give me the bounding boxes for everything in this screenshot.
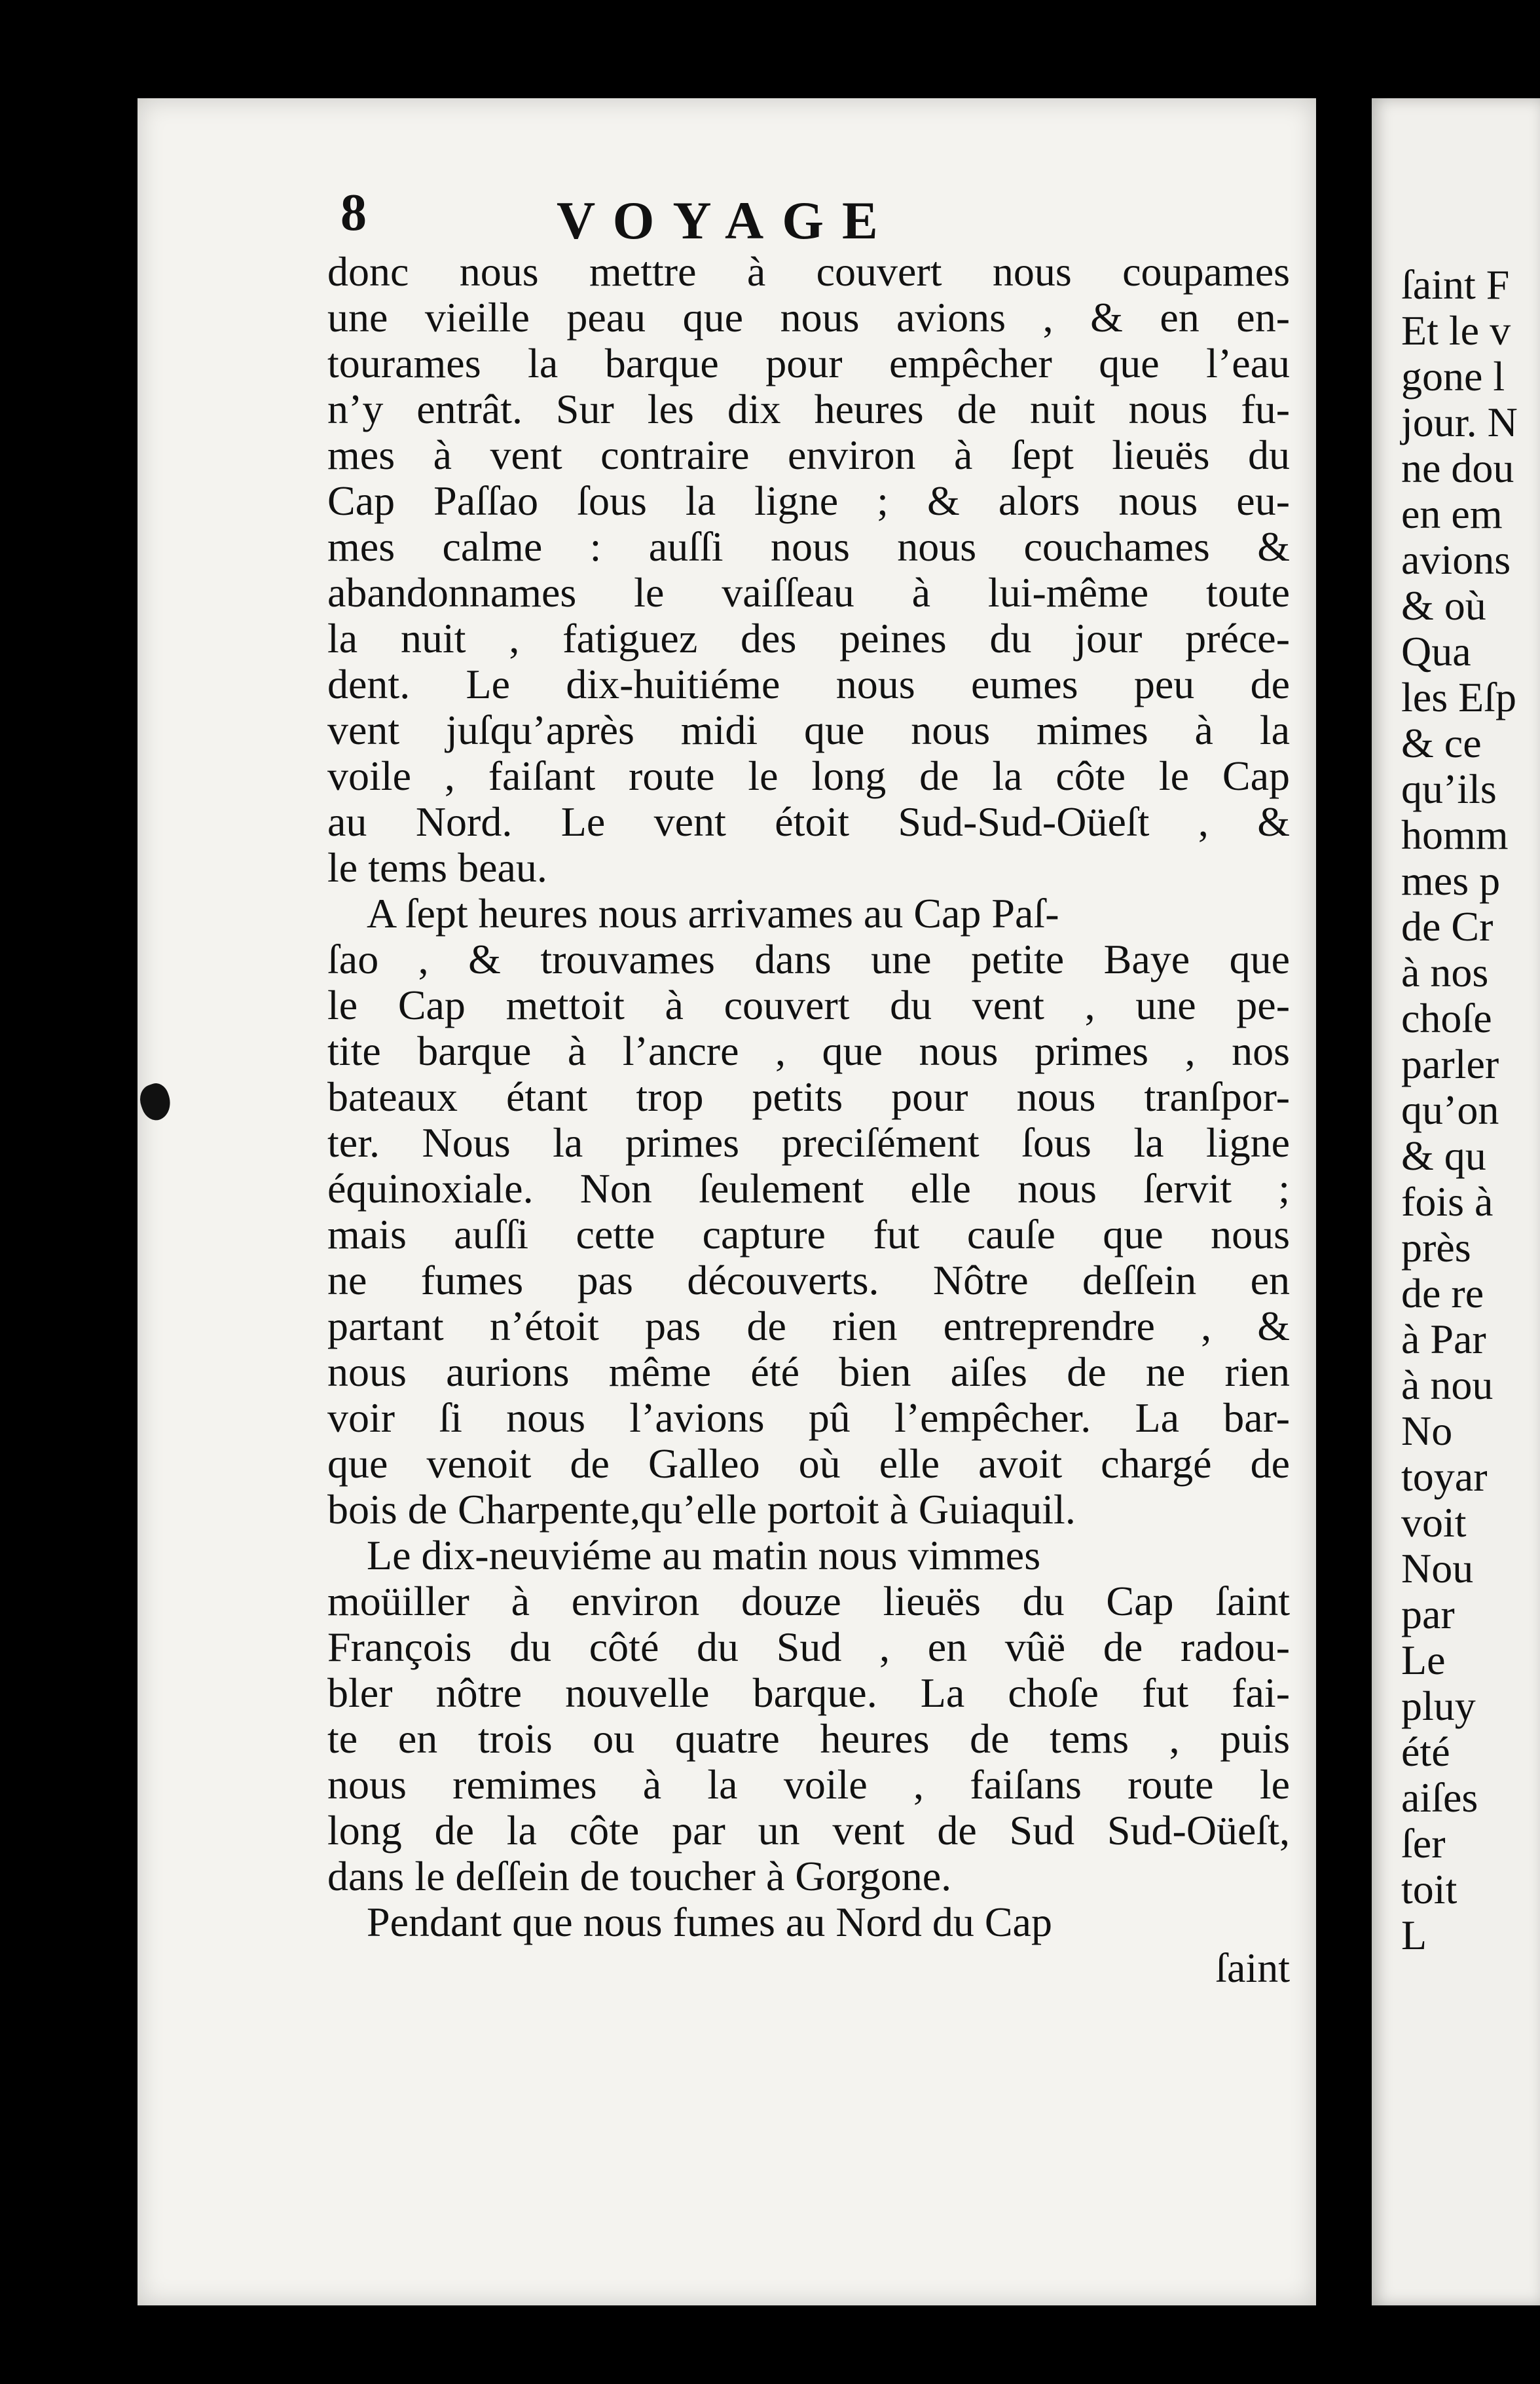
text-line: choſe: [1401, 995, 1492, 1041]
text-line: fois à: [1401, 1178, 1494, 1225]
text-line: Qua: [1401, 628, 1471, 675]
text-line: n’y entrât. Sur les dix heures de nuit nous fu-: [327, 386, 1290, 432]
text-line: de re: [1401, 1270, 1484, 1316]
text-line: Et le v: [1401, 307, 1511, 354]
text-line: les Eſp: [1401, 674, 1516, 720]
text-line: bois de Charpente,qu’elle portoit à Guiaquil.: [327, 1486, 1076, 1533]
running-title: VOYAGE: [557, 191, 896, 250]
text-line: No: [1401, 1407, 1453, 1454]
text-line: nous remimes à la voile , faiſans route le: [327, 1761, 1290, 1808]
text-line: L: [1401, 1912, 1427, 1958]
text-line: Nou: [1401, 1545, 1474, 1592]
text-line: bateaux étant trop petits pour nous tranſpor-: [327, 1073, 1290, 1120]
text-line: le tems beau.: [327, 844, 547, 891]
text-line: donc nous mettre à couvert nous coupames: [327, 248, 1290, 295]
text-line: nous aurions même été bien aiſes de ne rien: [327, 1349, 1290, 1395]
text-line: avions: [1401, 536, 1511, 583]
text-line: homm: [1401, 811, 1509, 858]
text-line: près: [1401, 1224, 1471, 1271]
text-line: voile , faiſant route le long de la côte le Cap: [327, 753, 1290, 799]
text-line: moüiller à environ douze lieuës du Cap ſaint: [327, 1578, 1290, 1624]
text-line: long de la côte par un vent de Sud Sud-Oüeſt,: [327, 1807, 1290, 1853]
text-line: & ce: [1401, 720, 1482, 766]
right-page-text: [1401, 262, 1540, 1958]
text-line: tite barque à l’ancre , que nous primes , nos: [327, 1028, 1290, 1074]
text-line: toit: [1401, 1866, 1458, 1912]
text-line: mes calme : auſſi nous nous couchames &: [327, 523, 1290, 570]
text-line: gone l: [1401, 353, 1505, 400]
text-line: dent. Le dix-huitiéme nous eumes peu de: [327, 661, 1290, 707]
text-line: qu’on: [1401, 1087, 1499, 1133]
text-line: ſao , & trouvames dans une petite Baye que: [327, 936, 1290, 982]
text-line: Pendant que nous fumes au Nord du Cap: [367, 1899, 1052, 1945]
running-head: [196, 183, 1035, 255]
text-line: aiſes: [1401, 1774, 1478, 1821]
text-line: qu’ils: [1401, 766, 1497, 812]
text-line: ne dou: [1401, 445, 1514, 491]
text-line: ſer: [1401, 1820, 1446, 1867]
text-line: ne fumes pas découverts. Nôtre deſſein en: [327, 1257, 1290, 1303]
text-line: à nou: [1401, 1362, 1494, 1408]
text-line: Le dix-neuviéme au matin nous vimmes: [367, 1532, 1041, 1578]
text-line: ſaint F: [1401, 261, 1510, 308]
text-line: mais auſſi cette capture fut cauſe que nous: [327, 1211, 1290, 1257]
page-number: 8: [340, 184, 367, 242]
text-line: partant n’étoit pas de rien entreprendre , &: [327, 1303, 1290, 1349]
text-line: voir ſi nous l’avions pû l’empêcher. La bar-: [327, 1394, 1290, 1441]
text-line: mes p: [1401, 857, 1501, 904]
text-line: abandonnames le vaiſſeau à lui-même toute: [327, 569, 1290, 616]
text-line: une vieille peau que nous avions , & en en-: [327, 294, 1290, 341]
text-line: que venoit de Galleo où elle avoit chargé de: [327, 1440, 1290, 1487]
text-line: toyar: [1401, 1453, 1488, 1500]
text-line: te en trois ou quatre heures de tems , puis: [327, 1715, 1290, 1762]
text-line: vent juſqu’après midi que nous mimes à la: [327, 707, 1290, 753]
text-line: en em: [1401, 491, 1503, 537]
text-line: François du côté du Sud , en vûë de radou-: [327, 1624, 1290, 1670]
text-line: à Par: [1401, 1316, 1486, 1362]
text-line: & où: [1401, 582, 1486, 629]
text-line: été: [1401, 1728, 1450, 1775]
text-line: à nos: [1401, 949, 1489, 996]
text-line: Le: [1401, 1637, 1446, 1683]
text-line: mes à vent contraire environ à ſept lieuës du: [327, 432, 1290, 478]
text-line: dans le deſſein de toucher à Gorgone.: [327, 1853, 952, 1899]
text-line: tourames la barque pour empêcher que l’eau: [327, 340, 1290, 386]
text-line: jour. N: [1401, 399, 1518, 445]
text-line: bler nôtre nouvelle barque. La choſe fut fai-: [327, 1669, 1290, 1716]
text-line: le Cap mettoit à couvert du vent , une pe-: [327, 982, 1290, 1028]
left-page-text: [327, 249, 1290, 1991]
text-line: au Nord. Le vent étoit Sud-Sud-Oüeſt , &: [327, 798, 1290, 845]
text-line: A ſept heures nous arrivames au Cap Paſ-: [367, 890, 1059, 937]
text-line: Cap Paſſao ſous la ligne ; & alors nous eu-: [327, 477, 1290, 524]
catchword: ſaint: [1215, 1945, 1290, 1991]
text-line: la nuit , fatiguez des peines du jour préce-: [327, 615, 1290, 661]
text-line: équinoxiale. Non ſeulement elle nous ſervit ;: [327, 1165, 1290, 1212]
text-line: & qu: [1401, 1132, 1486, 1179]
text-line: voit: [1401, 1499, 1467, 1546]
text-line: ter. Nous la primes preciſément ſous la ligne: [327, 1119, 1290, 1166]
text-line: pluy: [1401, 1683, 1476, 1729]
text-line: par: [1401, 1591, 1455, 1637]
text-line: parler: [1401, 1041, 1499, 1087]
text-line: de Cr: [1401, 903, 1494, 950]
